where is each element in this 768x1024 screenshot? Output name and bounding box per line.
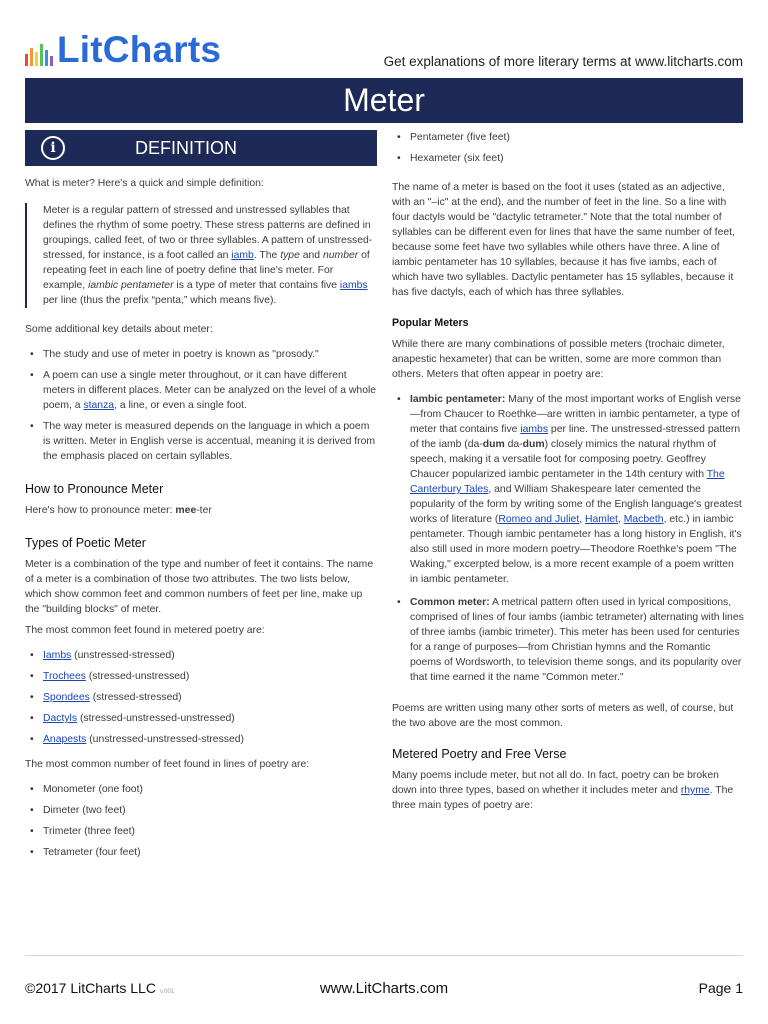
copyright-text: ©2017 LitCharts LLC [25, 980, 156, 996]
rhyme-link[interactable]: rhyme [680, 785, 710, 796]
footer [25, 980, 743, 1000]
list-item: • The study and use of meter in poetry is known as "prosody." [25, 347, 377, 362]
list-item: • Pentameter (five feet) [392, 130, 744, 145]
list-item [25, 648, 377, 663]
details-intro: Some additional key details about meter: [25, 324, 213, 335]
iambs-link[interactable]: iambs [520, 424, 549, 435]
list-text: , a line, or even a single foot. [114, 400, 247, 411]
list-text: da- [504, 439, 523, 450]
definition-intro: What is meter? Here's a quick and simple definition: [25, 178, 264, 189]
quote-emphasis: type [280, 250, 300, 261]
paragraph-text: Many poems include meter, but not all do. In fact, poetry can be broken down into three types, based on whether it includes meter and [392, 770, 719, 796]
stanza-link[interactable]: stanza [83, 400, 115, 411]
types-heading: Types of Poetic Meter [25, 536, 146, 550]
pronounce-label: Here's how to pronounce meter: [25, 505, 176, 516]
list-item [25, 711, 377, 726]
list-item [25, 732, 377, 747]
quote-text: is a type of meter that contains five [173, 280, 340, 291]
page-number: Page 1 [698, 980, 743, 996]
list-text: , and William Shakespeare later cemented the popularity of the form by writing some of the English language's greatest works of literature ( [410, 484, 742, 525]
pronounce-text [25, 503, 377, 518]
common-label: Common meter: [410, 597, 490, 608]
pronounce-heading: How to Pronounce Meter [25, 482, 164, 496]
info-icon: i [41, 136, 65, 160]
right-column [392, 130, 744, 823]
list-item [25, 690, 377, 705]
list-item: • The way meter is measured depends on the language in which a poem is written. Meter in English verse is accentual, meaning it is derived from the emphasis placed on certain syllables. [25, 419, 377, 464]
logo-bars-icon [25, 34, 53, 70]
popular-list [392, 392, 744, 685]
counts-intro: The most common number of feet found in lines of poetry are: [25, 759, 310, 770]
iambs-link[interactable]: iambs [339, 280, 368, 291]
feet-link[interactable]: Dactyls [43, 713, 78, 724]
popular-intro: While there are many combinations of possible meters (trochaic dimeter, anapestic hexameter) that can be written, some are more common than others. Meters that often appear in poetry are: [392, 339, 725, 380]
pronounce-rest: -ter [196, 505, 212, 516]
list-item: • Dimeter (two feet) [25, 803, 377, 818]
feet-desc: (unstressed-unstressed-stressed) [86, 734, 244, 745]
separator: , [579, 514, 586, 525]
list-text: , etc.) in iambic pentameter. Though iambic pentameter has a long history in English, it's also still used in more modern poetry—Theodore Roethke's poem "The Waking," excerpted below, is a more recent example of a poem written in iambic pentameter. [410, 514, 742, 585]
list-item: • Monometer (one foot) [25, 782, 377, 797]
quote-emphasis: number [322, 250, 359, 261]
list-item: • Hexameter (six feet) [392, 151, 744, 166]
popular-outro: Poems are written using many other sorts of meters as well, of course, but the two above are the most common. [392, 703, 734, 729]
page-title: Meter [25, 78, 743, 123]
list-item [25, 669, 377, 684]
iambic-label: Iambic pentameter: [410, 394, 506, 405]
stress-text: dum [522, 439, 545, 450]
types-paragraph: Meter is a combination of the type and number of feet it contains. The name of a meter is a combination of those two attributes. The two lists below, which show common feet and common numbers of feet per line, make up the "building blocks" of meter. [25, 559, 374, 615]
logo-bar [30, 48, 33, 66]
list-item: • Trimeter (three feet) [25, 824, 377, 839]
stress-text: dum [482, 439, 505, 450]
pronounce-stress: mee [175, 505, 197, 516]
separator: , [617, 514, 624, 525]
list-text: A poem can use a single meter throughout, or it can have different meters in different places. Meter can be analyzed on the level of a whole poem, a [43, 370, 377, 411]
quote-text: . The [253, 250, 281, 261]
litcharts-logo[interactable] [25, 30, 221, 70]
logo-bar [45, 50, 48, 66]
feet-desc: (unstressed-stressed) [71, 650, 175, 661]
feet-desc: (stressed-unstressed-unstressed) [77, 713, 235, 724]
quote-text: of repeating feet in each line of poetry define that line's meter. For example, [43, 250, 370, 291]
list-text: Many of the most important works of English verse—from Chaucer to Roethke—are written in iambic pentameter, a type of meter that contains five [410, 394, 741, 435]
quote-emphasis: iambic pentameter [88, 280, 174, 291]
naming-paragraph: The name of a meter is based on the foot it uses (stated as an adjective, with an "–ic" at the end), and the number of feet in the line. So a line with four dactyls would be "dactylic tetrameter." Note that the total number of syllables can be different even for lines that have the same number of feet, because some feet have two syllables while others have three. A line of iambic pentameter has 10 syllables, because it has five iambs, each of which have two syllables. Dactylic pentameter has 15 syllables, because it has five dactyls, each of which has three syllables. [392, 182, 735, 298]
list-text: ) closely mimics the natural rhythm of speech, making it a versatile foot for composing poetry. Geoffrey Chaucer popularized iambic pentameter in the 14th century with [410, 439, 717, 480]
definition-title: DEFINITION [135, 137, 237, 158]
logo-bar [25, 54, 28, 66]
counts-list-part1 [25, 782, 377, 860]
hamlet-link[interactable]: Hamlet [585, 514, 618, 525]
feet-link[interactable]: Anapests [43, 734, 87, 745]
tagline: Get explanations of more literary terms at www.litcharts.com [383, 54, 743, 69]
popular-heading: Popular Meters [392, 317, 469, 329]
feet-link[interactable]: Trochees [43, 671, 86, 682]
definition-quote [25, 203, 377, 308]
list-item [392, 392, 744, 587]
romeo-and-juliet-link[interactable]: Romeo and Juliet [498, 514, 580, 525]
list-text: A metrical pattern often used in lyrical compositions, comprised of lines of four iambs (iambic tetrameter) alternating with lines of three iambs (iambic trimeter). This meter has been used for centuries for a range of purposes—from Christian hymns and the Romantic poems of Wordsworth, to television theme songs, and its popularity over that time earned it the name "Common meter." [410, 597, 744, 683]
paragraph-text: . The three main types of poetry are: [392, 785, 734, 811]
left-column [25, 130, 377, 870]
logo-bar [40, 44, 43, 66]
header [0, 0, 768, 78]
footer-divider [25, 955, 743, 956]
version-text: v.001 [159, 989, 175, 995]
list-item [392, 595, 744, 685]
feet-intro: The most common feet found in metered poetry are: [25, 625, 265, 636]
counts-list-part2 [392, 130, 744, 166]
quote-text: and [299, 250, 323, 261]
freeverse-paragraph [392, 768, 744, 813]
iamb-link[interactable]: iamb [231, 250, 254, 261]
details-list [25, 347, 377, 464]
feet-link[interactable]: Spondees [43, 692, 90, 703]
logo-bar [35, 52, 38, 66]
canterbury-tales-link[interactable]: The Canterbury Tales [410, 469, 725, 495]
macbeth-link[interactable]: Macbeth [623, 514, 664, 525]
list-item [25, 368, 377, 413]
definition-header [25, 130, 377, 166]
feet-desc: (stressed-stressed) [89, 692, 182, 703]
feet-desc: (stressed-unstressed) [85, 671, 190, 682]
list-item: • Tetrameter (four feet) [25, 845, 377, 860]
logo-bar [50, 56, 53, 66]
quote-text: Meter is a regular pattern of stressed and unstressed syllables that defines the rhythm of some poetry. These stress patterns are defined in groupings, called feet, of two or three syllables. A pattern of unstressed-stressed, for instance, is a foot called an [43, 205, 373, 261]
feet-list [25, 648, 377, 747]
feet-link[interactable]: Iambs [43, 650, 72, 661]
site-link[interactable]: www.LitCharts.com [319, 980, 449, 997]
quote-text: per line (thus the prefix “penta,” which means five). [43, 295, 277, 306]
list-text: per line. The unstressed-stressed pattern of the iamb (da- [410, 424, 741, 450]
freeverse-heading: Metered Poetry and Free Verse [392, 747, 567, 761]
logo-text: LitCharts [57, 29, 222, 70]
